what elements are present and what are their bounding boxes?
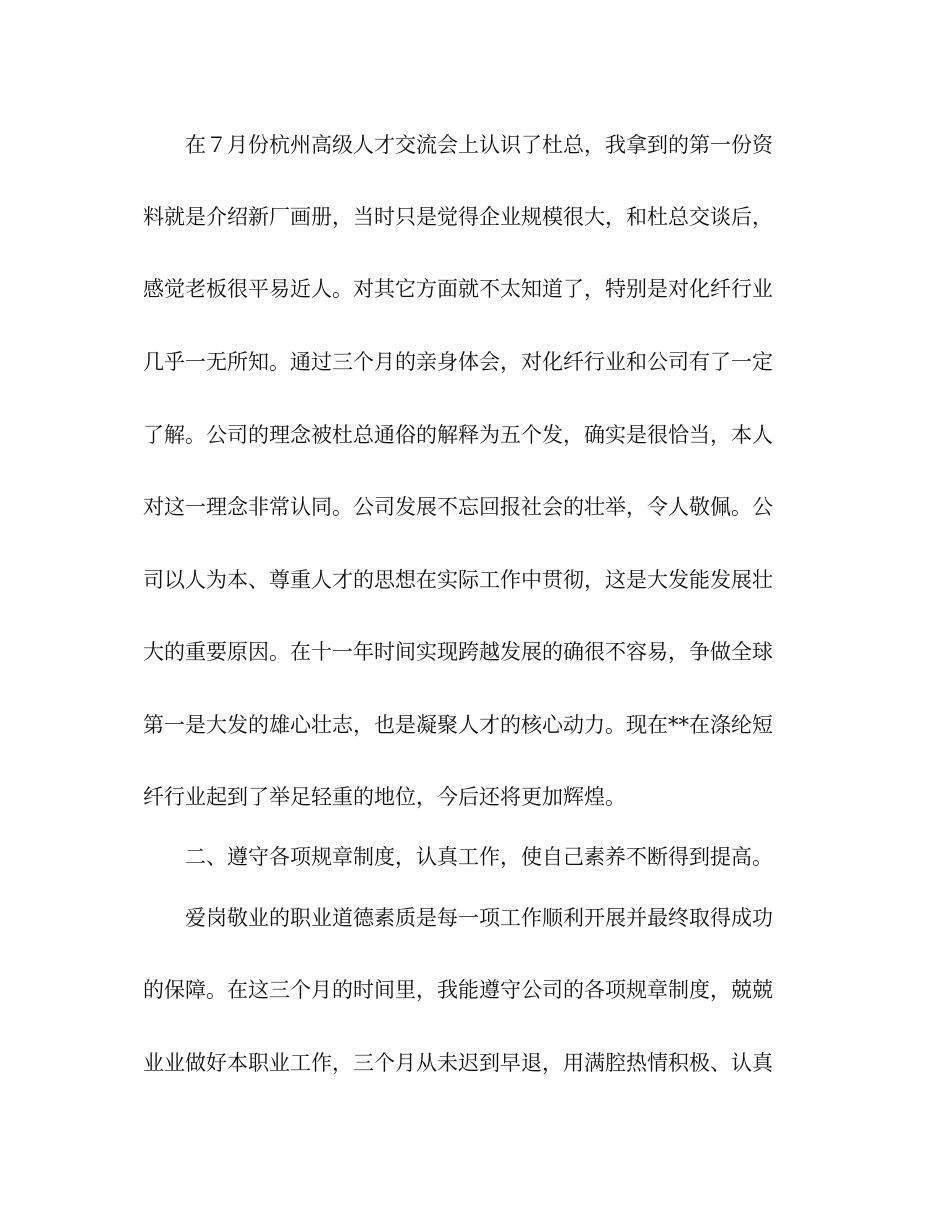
paragraph-1-line-4: 几乎一无所知。通过三个月的亲身体会，对化纤行业和公司有了一定 [143, 350, 773, 374]
paragraph-1-line-9: 第一是大发的雄心壮志，也是凝聚人才的核心动力。现在**在涤纶短 [143, 713, 773, 737]
paragraph-1-line-10: 纤行业起到了举足轻重的地位，今后还将更加辉煌。 [143, 785, 626, 809]
paragraph-1-line-6: 对这一理念非常认同。公司发展不忘回报社会的壮举，令人敬佩。公 [143, 495, 773, 519]
paragraph-1-line-3: 感觉老板很平易近人。对其它方面就不太知道了，特别是对化纤行业 [143, 277, 773, 301]
paragraph-1-line-8: 大的重要原因。在十一年时间实现跨越发展的确很不容易，争做全球 [143, 640, 773, 664]
paragraph-1-line-1: 在７月份杭州高级人才交流会上认识了杜总，我拿到的第一份资 [185, 133, 773, 157]
section-heading: 二、遵守各项规章制度，认真工作，使自己素养不断得到提高。 [185, 845, 773, 869]
paragraph-1-line-2: 料就是介绍新厂画册，当时只是觉得企业规模很大，和杜总交谈后， [143, 205, 773, 229]
paragraph-2-line-3: 业业做好本职业工作，三个月从未迟到早退，用满腔热情积极、认真 [143, 1051, 773, 1075]
paragraph-2-line-2: 的保障。在这三个月的时间里，我能遵守公司的各项规章制度，兢兢 [143, 978, 773, 1002]
paragraph-1-line-5: 了解。公司的理念被杜总通俗的解释为五个发，确实是很恰当，本人 [143, 423, 773, 447]
paragraph-2-line-1: 爱岗敬业的职业道德素质是每一项工作顺利开展并最终取得成功 [185, 906, 773, 930]
paragraph-1-line-7: 司以人为本、尊重人才的思想在实际工作中贯彻，这是大发能发展壮 [143, 568, 773, 592]
